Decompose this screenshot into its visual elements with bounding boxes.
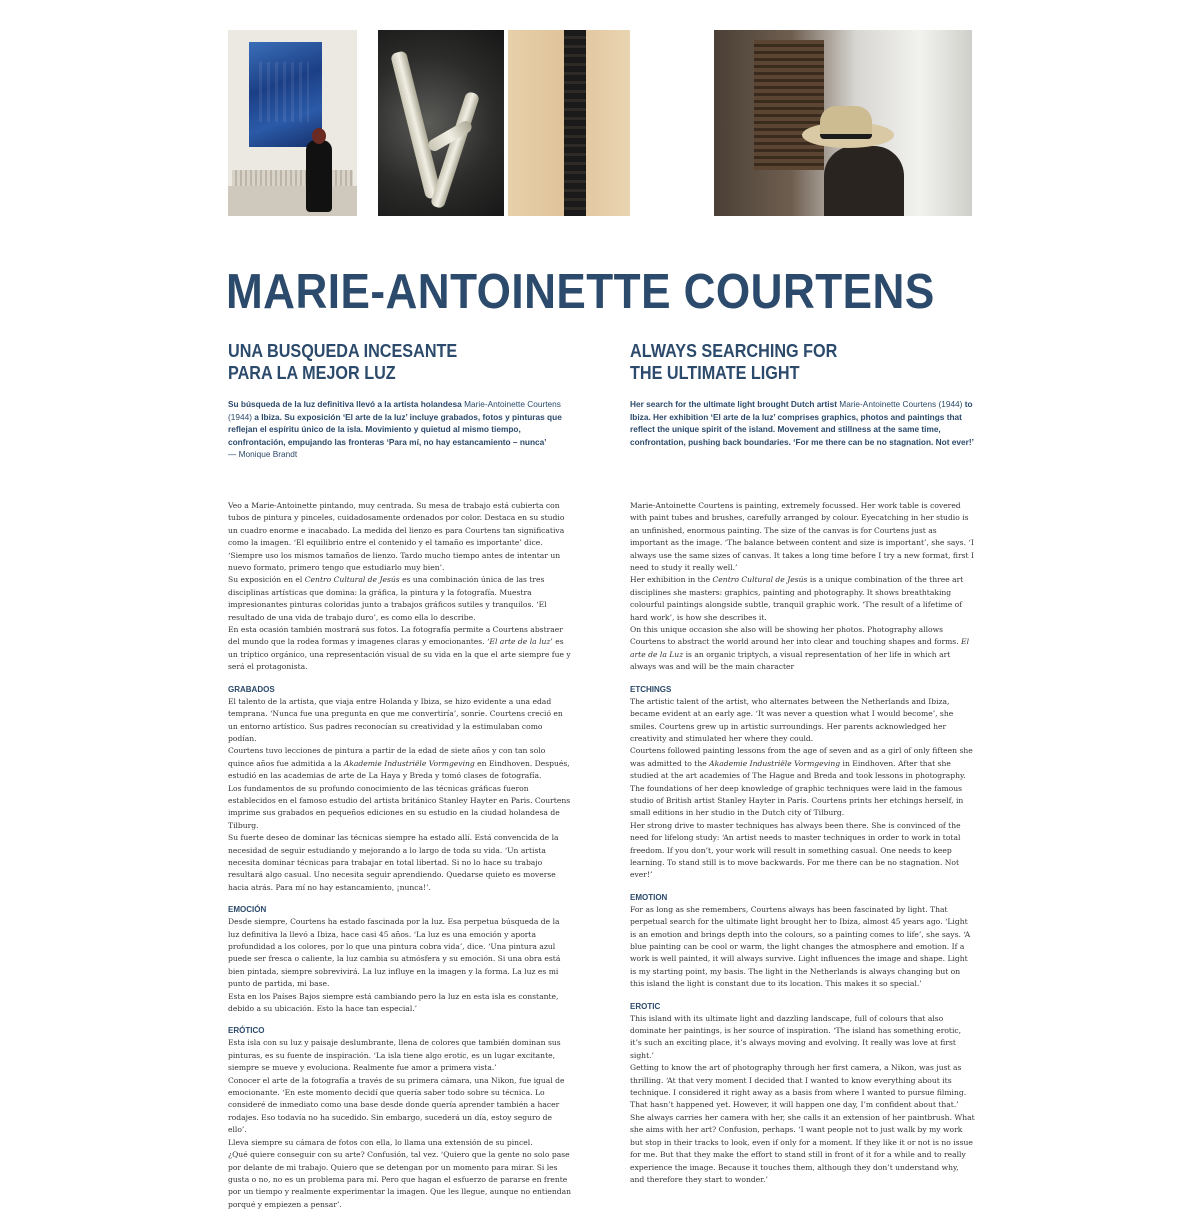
subtitle-line-2: THE ULTIMATE LIGHT <box>630 363 800 383</box>
paragraph-text: es una combinación única de las tres disciplinas artísticas que domina: la gráfica, la pintura y la fotografía. Muestra impresionantes pinturas coloridas junto a trabajos gráficos sutiles y tranquilos. ‘El resultado de una vida de trabajo duro’, es como ella lo describe. <box>228 575 547 622</box>
paragraph <box>630 624 975 674</box>
intro-text: Her search for the ultimate light brought Dutch artist <box>630 399 840 409</box>
section-heading-etchings: ETCHINGS <box>630 684 672 694</box>
paragraph <box>228 745 573 782</box>
paragraph: Su fuerte deseo de dominar las técnicas siempre ha estado allí. Está convencida de la necesidad de seguir estudiando y mejorando a lo largo de toda su vida. ‘Un artista necesita dominar técnicas para trabajar en total libertad. Si no lo hace su trabajo resultará algo casual. Uno necesita seguir aprendiendo. Quedarse quieto es moverse hacia atrás. Para mí no hay estancamiento, ¡nunca!’. <box>228 833 559 892</box>
section-heading-grabados: GRABADOS <box>228 684 275 694</box>
paragraph-text: ’ es un tríptico orgánico, una representación visual de su vida en la que el arte siempre fue y será el protagonista. <box>228 637 571 672</box>
paragraph: She always carries her camera with her, she calls it an extension of her paintbrush. What she aims with her art? Confusion, perhaps. ‘I want people not to just walk by my work but stop in their tracks to look, even if only for a moment. If they like it or not is no issue for me. But that they make the effort to stand still in front of it for a while and to really experience the image. Because it touches them, although they don’t understand why, and therefore they start to wonder.’ <box>630 1112 975 1184</box>
venue-name: Centro Cultural de Jesús <box>712 575 808 585</box>
paragraph: Esta en los Países Bajos siempre está cambiando pero la luz en esta isla es constante, debido a su ubicación. Esto la hace tan especial.’ <box>228 991 559 1014</box>
body-english <box>630 500 975 1186</box>
subtitle-line-1: ALWAYS SEARCHING FOR <box>630 341 838 361</box>
black-brushstroke-image <box>564 30 586 216</box>
floor-image <box>228 186 357 216</box>
paragraph: For as long as she remembers, Courtens always has been fascinated by light. That perpetual search for the ultimate light brought her to Ibiza, almost 45 years ago. ‘Light is an emotion and brings depth into the colours, so a painting comes to life’, she says. ‘A blue painting can be cool or warm, the light changes the atmosphere and emotion. If a work is well painted, it will always survive. Light influences the image and shape. Light is my starting point, my basis. The light in the Netherlands is always changing but on this island the light is constant due to its location. This makes it so special.’ <box>630 904 971 989</box>
paragraph-text: Courtens tuvo lecciones de pintura a partir de la edad de siete años y con tan solo quince años fue admitida a la <box>228 746 546 768</box>
artist-head-image <box>312 128 326 144</box>
intro-artist-name: Marie-Antoinette Courtens (1944) <box>228 399 561 422</box>
subtitle-english <box>630 340 941 384</box>
column-english <box>630 340 975 1184</box>
paragraph: The foundations of her deep knowledge of graphic techniques were laid in the famous studio of British artist Stanley Hayter in Paris. Courtens prints her etchings herself, in small editions in her studio in the Dutch city of Tilburg. <box>630 783 964 818</box>
paragraph-text: in Eindhoven. After that she studied at the art academies of The Hague and Breda and took lessons in photography. <box>630 758 966 781</box>
paragraph: Desde siempre, Courtens ha estado fascinada por la luz. Esa perpetua búsqueda de la luz definitiva la llevó a Ibiza, hace casi 45 años. ‘La luz es una emoción y aporta profundidad a los colores, por lo que una pintura cobra vida’, dice. ‘Una pintura azul puede ser fresca o caliente, la luz cambia su atmósfera y su emoción. Si una obra está bien pintada, siempre sobrevivirá. La luz influye en la imagen y la forma. La luz es mi punto de partida, mi base. <box>228 917 561 989</box>
school-name: Akademie Industriële Vormgeving <box>343 758 475 768</box>
paragraph: This island with its ultimate light and dazzling landscape, full of colours that also dominate her paintings, is her source of inspiration. ‘The island has something erotic, it’s such an exciting place, it’s always moving and evolving. It really was love at first sight.’ <box>630 1013 962 1060</box>
section-heading-erotic: EROTIC <box>630 1001 661 1011</box>
page-title: MARIE-ANTOINETTE COURTENS <box>226 265 935 319</box>
paragraph: Conocer el arte de la fotografía a través de su primera cámara, una Nikon, fue igual de emocionante. ‘En este momento decidí que quería saber todo sobre su técnica. Lo consideré de inmediato como una base desde donde quería aprender también a hacer rodajes. Eso todavía no ha sucedido. Sin embargo, sucederá un día, estoy seguro de ello’. <box>228 1075 565 1135</box>
paragraph-text: en Eindhoven. Después, estudió en las academias de arte de La Haya y Breda y tomó clases de fotografía. <box>228 758 570 781</box>
paragraph-text: On this unique occasion she also will be showing her photos. Photography allows Courtens to abstract the world around her into clear and touching shapes and forms. <box>630 625 962 647</box>
paragraph: Los fundamentos de su profundo conocimiento de las técnicas gráficas fueron establecidos en el famoso estudio del artista británico Stanley Hayter en Paris. Courtens imprime sus grabados en pequeños ediciones en su estudio en la ciudad holandesa de Tilburg. <box>228 783 571 830</box>
section-heading-erotico: ERÓTICO <box>228 1026 265 1036</box>
intro-text: to Ibiza. Her exhibition ‘El arte de la luz’ comprises graphics, photos and paintings that reflect the unique spirit of the island. Movement and stillness at the same time, confrontation, pushing back boundaries. ‘For me there can be no stagnation. Not ever!’ <box>630 399 974 447</box>
subtitle-line-1: UNA BUSQUEDA INCESANTE <box>228 341 458 361</box>
paragraph: ¿Qué quiere conseguir con su arte? Confusión, tal vez. ‘Quiero que la gente no solo pase por delante de mi trabajo. Quiero que se detengan por un momento para mirar. Si les gusta o no, no es un problema para mí. Pero que hagan el esfuerzo de pararse en frente por un tiempo y realmente experimentar la imagen. Que les llegue, aunque no entiendan porqué y empiezen a pensar’. <box>228 1150 572 1209</box>
paragraph: Lleva siempre su cámara de fotos con ella, lo llama una extensión de su pincel. <box>228 1137 533 1147</box>
paragraph-text: Her exhibition in the <box>630 575 713 585</box>
venue-name: Centro Cultural de Jesús <box>304 575 400 585</box>
artist-body-image <box>824 146 904 216</box>
sculpture-rib <box>390 50 442 199</box>
subtitle-spanish <box>228 340 539 384</box>
paragraph-text: Courtens followed painting lessons from the age of seven and as a girl of only fifteen she was admitted to the <box>630 746 973 768</box>
paragraph: Veo a Marie-Antoinette pintando, muy centrada. Su mesa de trabajo está cubierta con tubos de pintura y pinceles, cuidadosamente ordenados por color. Destaca en su studio un cuadro enorme e inacabado. La medida del lienzo es para Courtens tan significativa como la imagen. ‘El equilibrio entre el contenido y el tamaño es importante’ dice. ‘Siempre uso los mismos tamaños de lienzo. Tardo mucho tiempo antes de intentar un nuevo formato, primero tengo que estudiarlo muy bien’. <box>228 501 565 573</box>
intro-text: a Ibiza. Su exposición ‘El arte de la luz’ incluye grabados, fotos y pinturas que reflejan el espíritu único de la isla. Movimiento y quietud al mismo tiempo, confrontación, empujando las fronteras ‘Para mí, no hay estancamiento – nunca’ <box>228 411 562 447</box>
paragraph-text: En esta ocasión también mostrará sus fotos. La fotografía permite a Courtens abstraer del mundo que la rodea formas y imagenes claras y emocionantes. ‘ <box>228 625 563 647</box>
author-credit: — Monique Brandt <box>228 449 298 459</box>
paragraph: Her strong drive to master techniques has always been there. She is convinced of the need for lifelong study: ‘An artist needs to master techniques in order to work in total freedom. If you don’t, your work will result in something casual. One needs to keep learning. To stand still is to move backwards. For me there can be no stagnation. Not ever!’ <box>630 820 961 880</box>
photo-black-stroke-artwork <box>508 30 630 216</box>
photo-abstract-sculpture <box>378 30 504 216</box>
intro-text: Su búsqueda de la luz definitiva llevó a la artista holandesa <box>228 399 465 409</box>
paragraph-text: is a unique combination of the three art disciplines she masters: graphics, painting and photography. It shows breathtaking colourful paintings alongside subtle, tranquil graphic work. ‘The result of a lifetime of hard work’, is how she describes it. <box>630 575 964 622</box>
window-shutter-image <box>754 40 824 170</box>
subtitle-line-2: PARA LA MEJOR LUZ <box>228 363 396 383</box>
intro-spanish <box>228 398 573 448</box>
photo-artist-in-hat <box>714 30 972 216</box>
school-name: Akademie Industriële Vormgeving <box>709 758 841 768</box>
work-title: El arte de la Luz <box>630 637 970 659</box>
paragraph: Getting to know the art of photography through her first camera, a Nikon, was just as thrilling. ‘At that very moment I decided that I wanted to know everything about its technique. I considered it right away as a basis from where I wanted to pursue filming. That hasn’t happened yet. However, it will happen one day, I’m confident about that.’ <box>630 1063 967 1110</box>
paragraph <box>630 745 975 782</box>
section-heading-emocion: EMOCIÓN <box>228 905 267 915</box>
paragraph <box>228 624 573 674</box>
paragraph: Marie-Antoinette Courtens is painting, extremely focussed. Her work table is covered with paint tubes and brushes, carefully arranged by colour. Eyecatching in her studio is an unfinished, enormous painting. The size of the canvas is for Courtens just as important as the image. ‘The balance between content and size is important’, she says. ‘I always use the same sizes of canvas. It takes a long time before I try a new format, first I need to study it really well.’ <box>630 501 974 573</box>
hat-crown-image <box>820 106 872 139</box>
paragraph-text: Su exposición en el <box>228 575 305 585</box>
seated-artist-image <box>306 140 332 212</box>
blue-painting-image <box>249 42 322 147</box>
intro-artist-name: Marie-Antoinette Courtens (1944) <box>839 399 963 409</box>
paragraph-text: is an organic triptych, a visual representation of her life in which art always was and will be the main character <box>630 649 951 672</box>
intro-english <box>630 398 975 448</box>
paragraph: The artistic talent of the artist, who alternates between the Netherlands and Ibiza, became evident at an early age. ‘It was never a question what I would become’, she smiles. Courtens grew up in artistic surroundings. Her parents acknowledged her creativity and stimulated her where they could. <box>630 696 954 743</box>
paragraph: El talento de la artista, que viaja entre Holanda y Ibiza, se hizo evidente a una edad temprana. ‘Nunca fue una pregunta en que me convertiría’, sonríe. Courtens creció en un entorno artístico. Sus padres reconocían su creatividad y la estimulaban como podían. <box>228 696 563 743</box>
section-heading-emotion: EMOTION <box>630 892 668 902</box>
paragraph: Esta isla con su luz y paisaje deslumbrante, llena de colores que también dominan sus pinturas, es su fuente de inspiración. ‘La isla tiene algo erotic, es un lugar excitante, siempre se mueve y evoluciona. Realmente fue amor a primera vista.’ <box>228 1038 561 1073</box>
radiator-image <box>232 170 353 186</box>
photo-artist-with-blue-painting <box>228 30 357 216</box>
paragraph <box>228 574 573 624</box>
body-spanish <box>228 500 573 1211</box>
paragraph <box>630 574 975 624</box>
work-title: El arte de la luz <box>489 637 551 647</box>
column-spanish <box>228 340 573 1209</box>
